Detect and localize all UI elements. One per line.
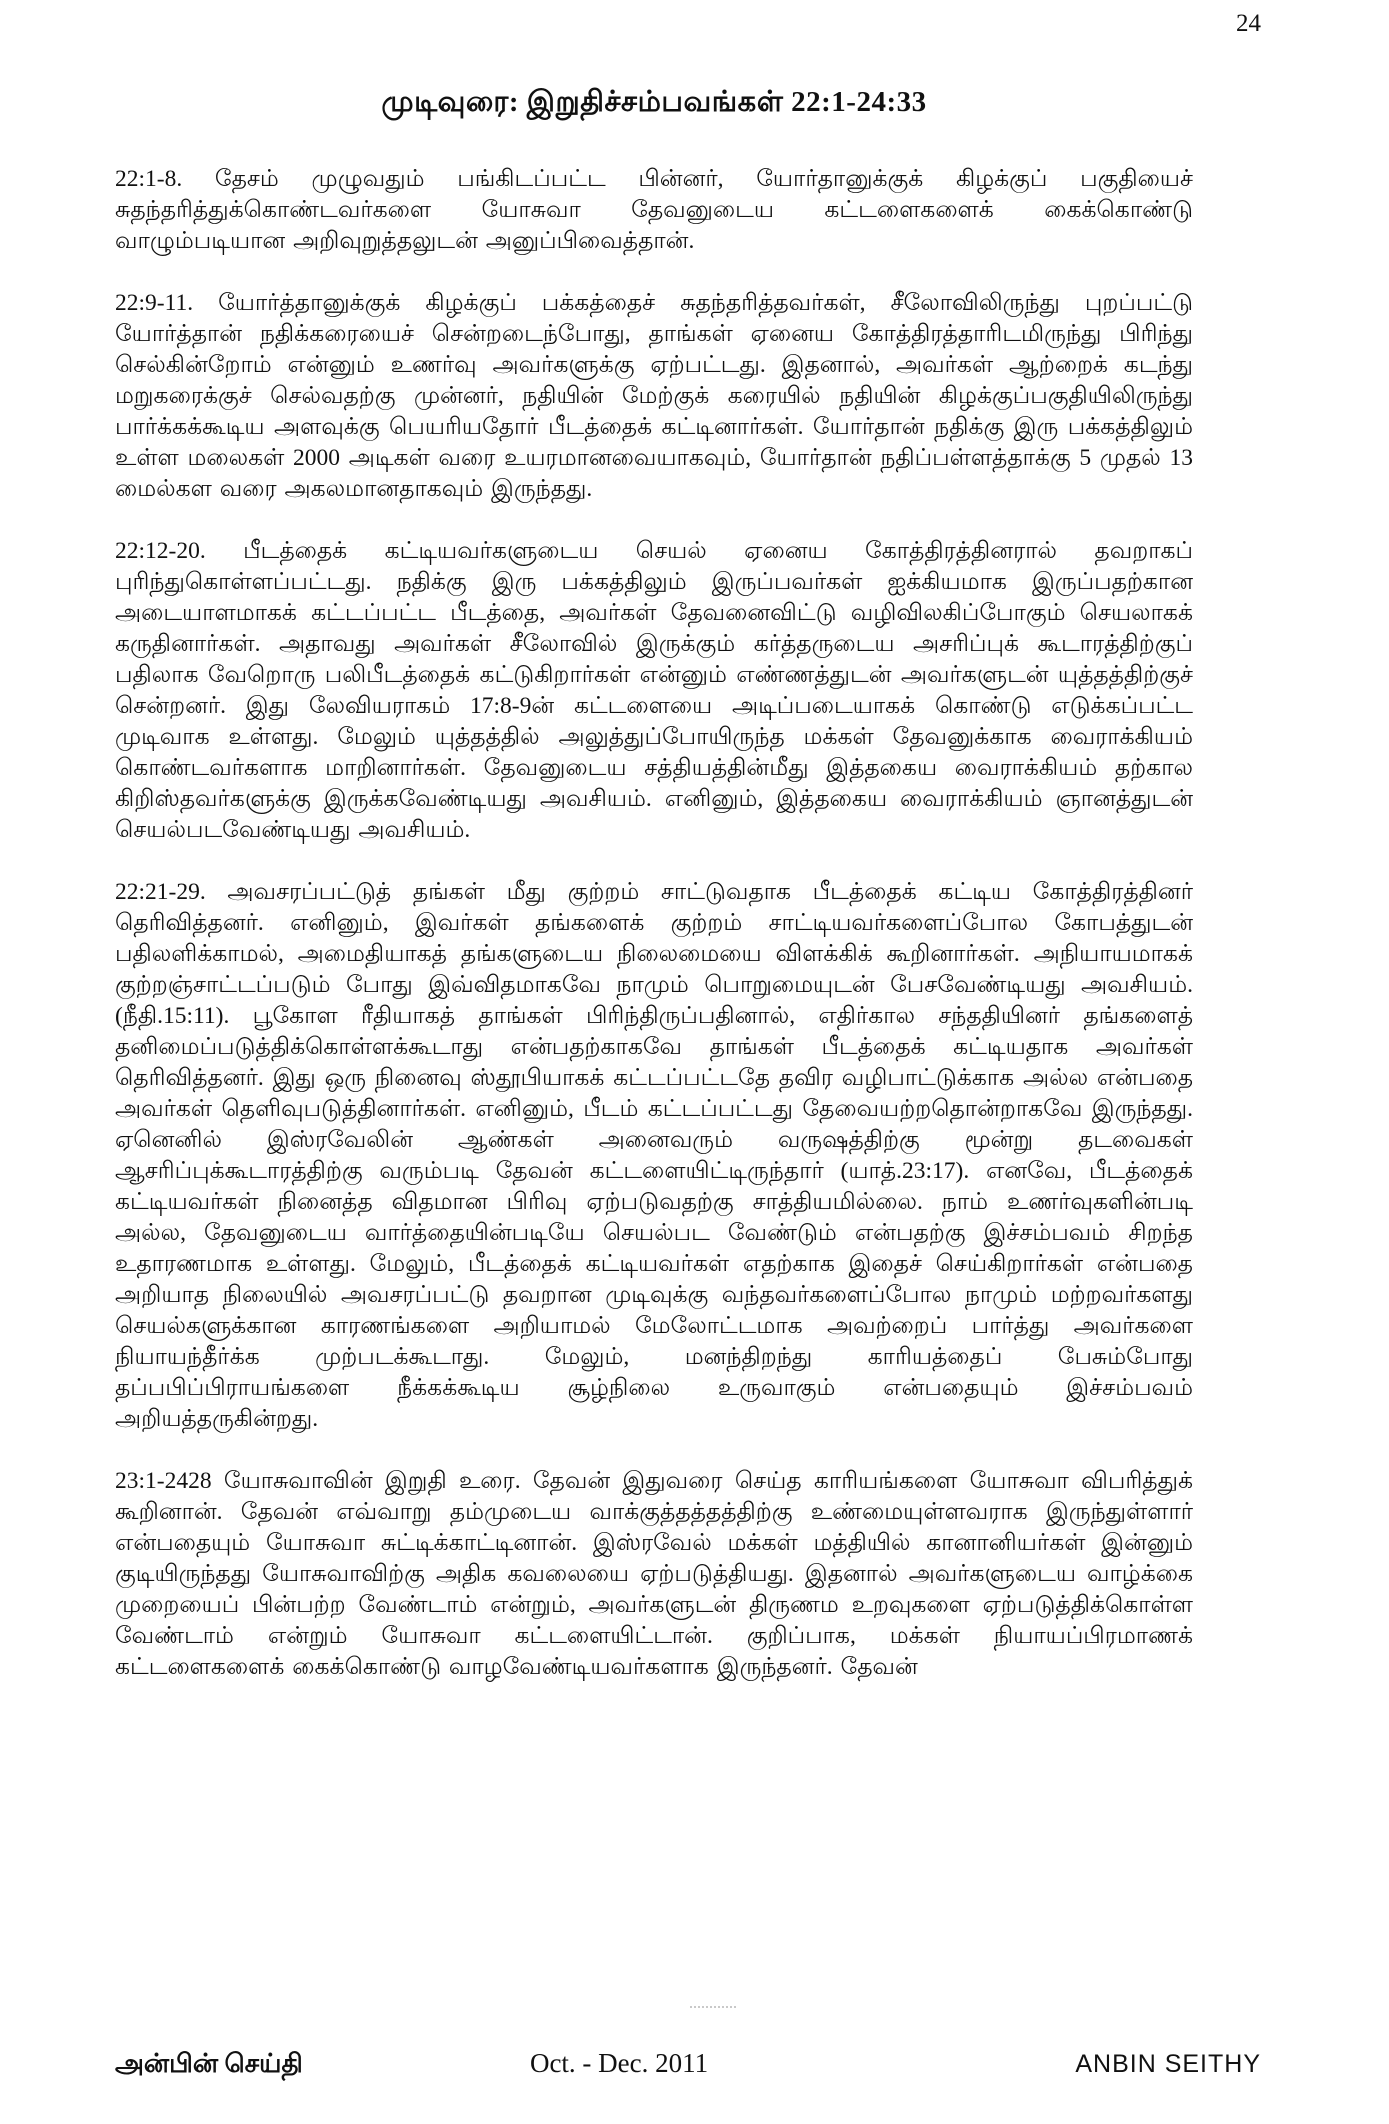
paragraph-22-1-8: 22:1-8. தேசம் முழுவதும் பங்கிடப்பட்ட பின்னர், யோர்தானுக்குக் கிழக்குப் பகுதியைச் சுதந்தரித்துக்கொண்டவர்களை யோசுவா தேவனுடைய கட்டளைகளைக் கைக்கொண்டு வாழும்படியான அறிவுறுத்தலுடன் அனுப்பிவைத்தான். (115, 166, 1193, 254)
footer-publication-name-tamil: அன்பின் செய்தி (115, 2049, 303, 2078)
scan-artifact (690, 2006, 736, 2008)
page-title: முடிவுரை: இறுதிச்சம்பவங்கள் 22:1-24:33 (381, 86, 927, 118)
paragraph-22-21-29: 22:21-29. அவசரப்பட்டுத் தங்கள் மீது குற்றம் சாட்டுவதாக பீடத்தைக் கட்டிய கோத்திரத்தினர் தெரிவித்தனர். எனினும், இவர்கள் தங்களைக் குற்றம் சாட்டியவர்களைப்போல கோபத்துடன் பதிலளிக்காமல், அமைதியாகத் தங்களுடைய நிலைமையை விளக்கிக் கூறினார்கள். அநியாயமாகக் குற்றஞ்சாட்டப்படும் போது இவ்விதமாகவே நாமும் பொறுமையுடன் பேசவேண்டியது அவசியம். (நீதி.15:11). பூகோள ரீதியாகத் தாங்கள் பிரிந்திருப்பதினால், எதிர்கால சந்ததியினர் தங்களைத் தனிமைப்படுத்திக்கொள்ளக்கூடாது என்பதற்காகவே தாங்கள் பீடத்தைக் கட்டியதாக அவர்கள் தெரிவித்தனர். இது ஒரு நினைவு ஸ்தூபியாகக் கட்டப்பட்டதே தவிர வழிபாட்டுக்காக அல்ல என்பதை அவர்கள் தெளிவுபடுத்தினார்கள். எனினும், பீடம் கட்டப்பட்டது தேவையற்றதொன்றாகவே இருந்தது. ஏனெனில் இஸ்ரவேலின் ஆண்கள் அனைவரும் வருஷத்திற்கு மூன்று தடவைகள் ஆசரிப்புக்கூடாரத்திற்கு வரும்படி தேவன் கட்டளையிட்டிருந்தார் (யாத்.23:17). எனவே, பீடத்தைக் கட்டியவர்கள் நினைத்த விதமான பிரிவு ஏற்படுவதற்கு சாத்தியமில்லை. நாம் உணர்வுகளின்படி அல்ல, தேவனுடைய வார்த்தையின்படியே செயல்பட வேண்டும் என்பதற்கு இச்சம்பவம் சிறந்த உதாரணமாக உள்ளது. மேலும், பீடத்தைக் கட்டியவர்கள் எதற்காக இதைச் செய்கிறார்கள் என்பதை அறியாத நிலையில் அவசரப்பட்டு தவறான முடிவுக்கு வந்தவர்களைப்போல நாமும் மற்றவர்களது செயல்களுக்கான காரணங்களை அறியாமல் மேலோட்டமாக அவற்றைப் பார்த்து அவர்களை நியாயந்தீர்க்க முற்படக்கூடாது. மேலும், மனந்திறந்து காரியத்தைப் பேசும்போது தப்பபிப்பிராயங்களை நீக்கக்கூடிய சூழ்நிலை உருவாகும் என்பதையும் இச்சம்பவம் அறியத்தருகின்றது. (115, 879, 1193, 1432)
footer-publication-name-english: ANBIN SEITHY (1075, 2050, 1261, 2078)
paragraph-23-1-2428: 23:1-2428 யோசுவாவின் இறுதி உரை. தேவன் இதுவரை செய்த காரியங்களை யோசுவா விபரித்துக் கூறினான். தேவன் எவ்வாறு தம்முடைய வாக்குத்தத்தத்திற்கு உண்மையுள்ளவராக இருந்துள்ளார் என்பதையும் யோசுவா சுட்டிக்காட்டினான். இஸ்ரவேல் மக்கள் மத்தியில் கானானியர்கள் இன்னும் குடியிருந்தது யோசுவாவிற்கு அதிக கவலையை ஏற்படுத்தியது. இதனால் அவர்களுடைய வாழ்க்கை முறையைப் பின்பற்ற வேண்டாம் என்றும், அவர்களுடன் திருணம உறவுகளை ஏற்படுத்திக்கொள்ள வேண்டாம் என்றும் யோசுவா கட்டளையிட்டான். குறிப்பாக, மக்கள் நியாயப்பிரமாணக் கட்டளைகளைக் கைக்கொண்டு வாழவேண்டியவர்களாக இருந்தனர். தேவன் (115, 1468, 1193, 1680)
paragraph-22-12-20: 22:12-20. பீடத்தைக் கட்டியவர்களுடைய செயல் ஏனைய கோத்திரத்தினரால் தவறாகப் புரிந்துகொள்ளப்பட்டது. நதிக்கு இரு பக்கத்திலும் இருப்பவர்கள் ஐக்கியமாக இருப்பதற்கான அடையாளமாகக் கட்டப்பட்ட பீடத்தை, அவர்கள் தேவனைவிட்டு வழிவிலகிப்போகும் செயலாகக் கருதினார்கள். அதாவது அவர்கள் சீலோவில் இருக்கும் கர்த்தருடைய அசரிப்புக் கூடாரத்திற்குப் பதிலாக வேறொரு பலிபீடத்தைக் கட்டுகிறார்கள் என்னும் எண்ணத்துடன் அவர்களுடன் யுத்தத்திற்குச் சென்றனர். இது லேவியராகம் 17:8-9ன் கட்டளையை அடிப்படையாகக் கொண்டு எடுக்கப்பட்ட முடிவாக உள்ளது. மேலும் யுத்தத்தில் அலுத்துப்போயிருந்த மக்கள் தேவனுக்காக வைராக்கியம் கொண்டவர்களாக மாறினார்கள். தேவனுடைய சத்தியத்தின்மீது இத்தகைய வைராக்கியம் தற்கால கிறிஸ்தவர்களுக்கு இருக்கவேண்டியது அவசியம். எனினும், இத்தகைய வைராக்கியம் ஞானத்துடன் செயல்படவேண்டியது அவசியம். (115, 538, 1193, 843)
page-footer (115, 2048, 1261, 2082)
page-number: 24 (1236, 10, 1261, 37)
footer-issue-date: Oct. - Dec. 2011 (529, 2048, 709, 2078)
paragraph-22-9-11: 22:9-11. யோர்த்தானுக்குக் கிழக்குப் பக்கத்தைச் சுதந்தரித்தவர்கள், சீலோவிலிருந்து புறப்பட்டு யோர்த்தான் நதிக்கரையைச் சென்றடைந்போது, தாங்கள் ஏனைய கோத்திரத்தாரிடமிருந்து பிரிந்து செல்கின்றோம் என்னும் உணர்வு அவர்களுக்கு ஏற்பட்டது. இதனால், அவர்கள் ஆற்றைக் கடந்து மறுகரைக்குச் செல்வதற்கு முன்னர், நதியின் மேற்குக் கரையில் நதியின் கிழக்குப்பகுதியிலிருந்து பார்க்கக்கூடிய அளவுக்கு பெயரியதோர் பீடத்தைக் கட்டினார்கள். யோர்தான் நதிக்கு இரு பக்கத்திலும் உள்ள மலைகள் 2000 அடிகள் வரை உயரமானவையாகவும், யோர்தான் நதிப்பள்ளத்தாக்கு 5 முதல் 13 மைல்கள வரை அகலமானதாகவும் இருந்தது. (115, 290, 1193, 502)
page-content (115, 86, 1193, 1714)
